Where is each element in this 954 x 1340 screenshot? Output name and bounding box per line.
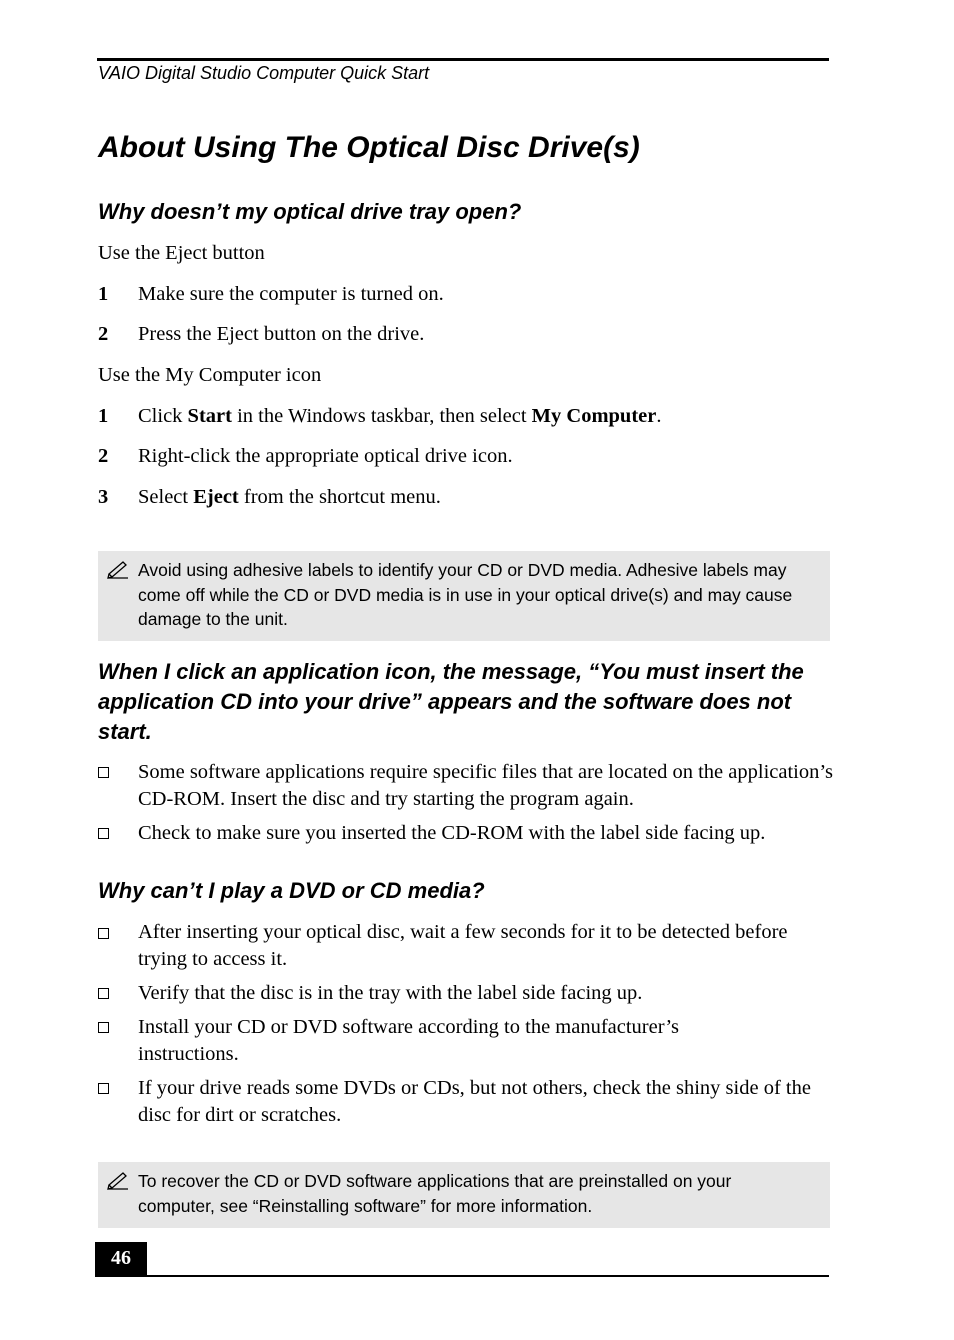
step-text (138, 403, 661, 430)
pencil-note-icon (106, 559, 130, 579)
checkbox-bullet-icon (98, 928, 109, 939)
list-item: Install your CD or DVD software according to the manufacturer’s instructions. (138, 1016, 679, 1065)
checkbox-bullet-icon (98, 1083, 109, 1094)
method-label-eject: Use the Eject button (98, 242, 265, 264)
list-item: If your drive reads some DVDs or CDs, but not others, check the shiny side of the disc for dirt or scratches. (138, 1077, 811, 1126)
step-number: 3 (98, 486, 109, 508)
note-text: To recover the CD or DVD software applications that are preinstalled on your computer, see “Reinstalling software” for more information. (138, 1171, 732, 1216)
step-number: 2 (98, 445, 109, 467)
step-text-part: . (656, 405, 662, 427)
method-label-my-computer: Use the My Computer icon (98, 364, 322, 386)
page-title: About Using The Optical Disc Drive(s) (98, 131, 640, 164)
step-text (138, 484, 441, 511)
step-text-part: Select (138, 486, 194, 508)
step-text: Make sure the computer is turned on. (138, 283, 444, 305)
running-head: VAIO Digital Studio Computer Quick Start (98, 63, 430, 83)
checkbox-bullet-icon (98, 767, 109, 778)
bottom-rule (95, 1275, 829, 1277)
step-number: 1 (98, 405, 109, 427)
list-item: Check to make sure you inserted the CD-ROM with the label side facing up. (138, 822, 766, 844)
ui-term-eject: Eject (193, 486, 239, 508)
section-heading-play-media: Why can’t I play a DVD or CD media? (98, 878, 485, 903)
page-number: 46 (95, 1242, 147, 1275)
checkbox-bullet-icon (98, 1022, 109, 1033)
checkbox-bullet-icon (98, 828, 109, 839)
step-number: 1 (98, 283, 109, 305)
note-text: Avoid using adhesive labels to identify your CD or DVD media. Adhesive labels may come off while the CD or DVD media is in use in your optical drive(s) and may cause damage to the unit. (138, 560, 793, 629)
list-item: After inserting your optical disc, wait a few seconds for it to be detected before trying to access it. (138, 921, 788, 970)
step-text-part: in the Windows taskbar, then select (231, 405, 532, 427)
step-text: Press the Eject button on the drive. (138, 323, 425, 345)
checkbox-bullet-icon (98, 988, 109, 999)
section-heading-insert-cd: When I click an application icon, the message, “You must insert the application CD into your drive” appears and the software does not start. (98, 659, 804, 744)
step-text-part: from the shortcut menu. (238, 486, 441, 508)
note-box (98, 551, 830, 641)
ui-term-my-computer: My Computer (531, 405, 657, 427)
note-box (98, 1162, 830, 1228)
pencil-note-icon (106, 1170, 130, 1190)
step-number: 2 (98, 323, 109, 345)
step-text-part: Click (138, 405, 188, 427)
list-item: Some software applications require specific files that are located on the application’s CD-ROM. Insert the disc and try starting the program again. (138, 761, 834, 810)
step-text: Right-click the appropriate optical drive icon. (138, 445, 513, 467)
ui-term-start: Start (187, 405, 232, 427)
list-item: Verify that the disc is in the tray with the label side facing up. (138, 982, 643, 1004)
top-rule (97, 58, 829, 61)
section-heading-tray: Why doesn’t my optical drive tray open? (98, 199, 522, 224)
